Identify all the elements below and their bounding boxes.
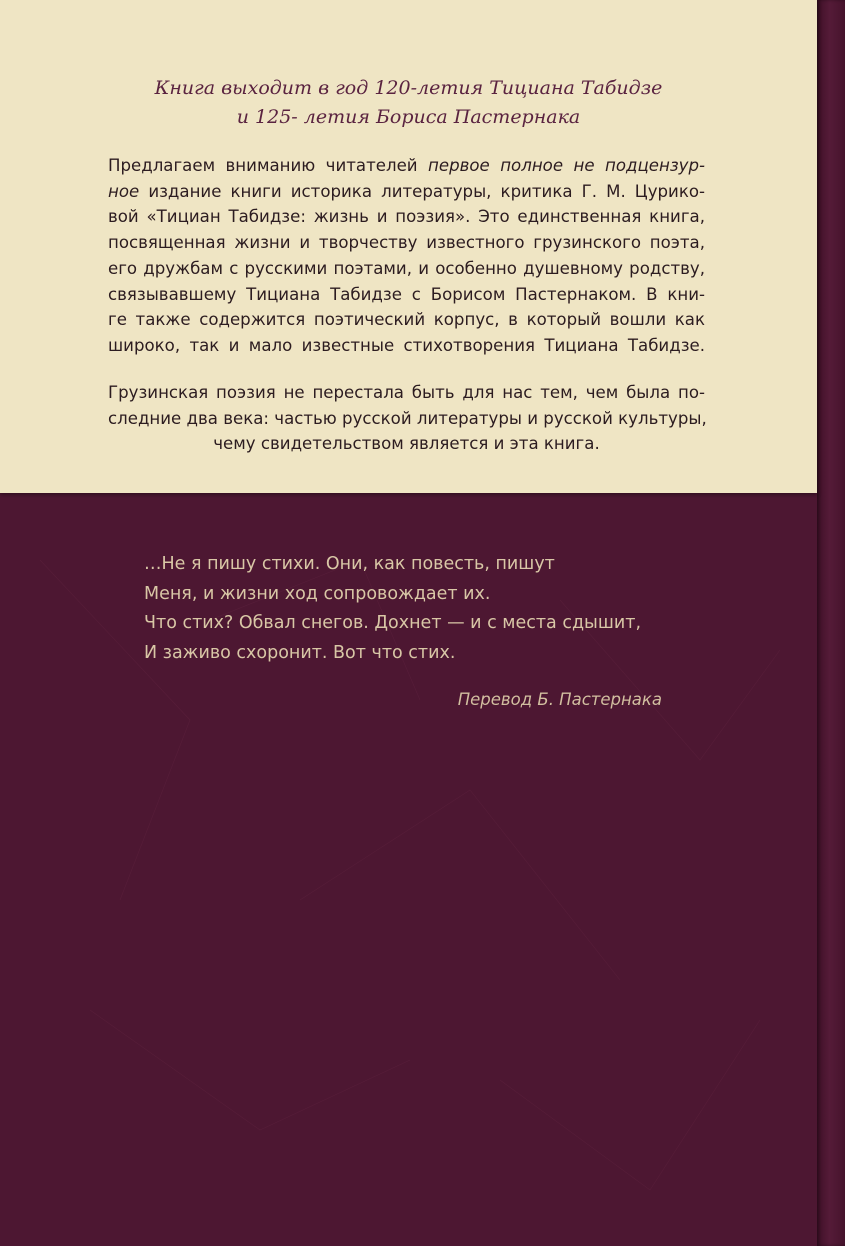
text-run: Предлагаем вниманию читателей <box>108 156 429 175</box>
poem-line: Меня, и жизни ход сопровождает их. <box>144 583 491 604</box>
paragraph-line: чему свидетельством является и эта книга. <box>213 434 600 454</box>
paragraph-line: связывавшему Тициана Табидзе с Борисом Пастернаком. В кни- <box>108 284 705 304</box>
translator-credit: Перевод Б. Пастернака <box>457 690 662 709</box>
paragraph-line: следние два века: частью русской литературы и русской культуры, <box>108 408 707 428</box>
paragraph-line: посвященная жизни и творчеству известного грузинского поэта, <box>108 233 705 253</box>
poem-line: …Не я пишу стихи. Они, как повесть, пишут <box>144 554 555 574</box>
paragraph-line: вой «Тициан Табидзе: жизнь и поэзия». Это единственная книга, <box>108 207 705 227</box>
poem-line: Что стих? Обвал снегов. Дохнет — и с места сдышит, <box>144 613 642 633</box>
intro-line: и 125- летия Бориса Пастернака <box>236 106 581 128</box>
description-paragraph <box>108 153 705 359</box>
emphasis-text: первое полное не подцензур- <box>428 156 705 175</box>
intro-line: Книга выходит в год 120-летия Тициана Табидзе <box>154 77 663 99</box>
paragraph-line: его дружбам с русскими поэтами, и особенно душевному родству, <box>108 258 705 278</box>
description-panel <box>0 0 817 493</box>
paragraph-line <box>108 179 705 205</box>
emphasis-text: ное <box>108 181 140 201</box>
spine-edge <box>817 0 845 1246</box>
paragraph-line: широко, так и мало известные стихотворения Тициана Табидзе. <box>108 335 705 355</box>
paragraph-line: Грузинская поэзия не перестала быть для нас тем, чем была по- <box>108 383 705 402</box>
poem-line: И заживо схоронит. Вот что стих. <box>144 642 456 663</box>
poem-quote <box>144 550 704 668</box>
text-run: издание книги историка литературы, критика Г. М. Цурико- <box>139 181 705 201</box>
conclusion-paragraph <box>108 380 705 457</box>
paragraph-line <box>108 153 705 179</box>
intro-text <box>0 74 817 132</box>
paragraph-line: ге также содержится поэтический корпус, в который вошли как <box>108 310 705 330</box>
